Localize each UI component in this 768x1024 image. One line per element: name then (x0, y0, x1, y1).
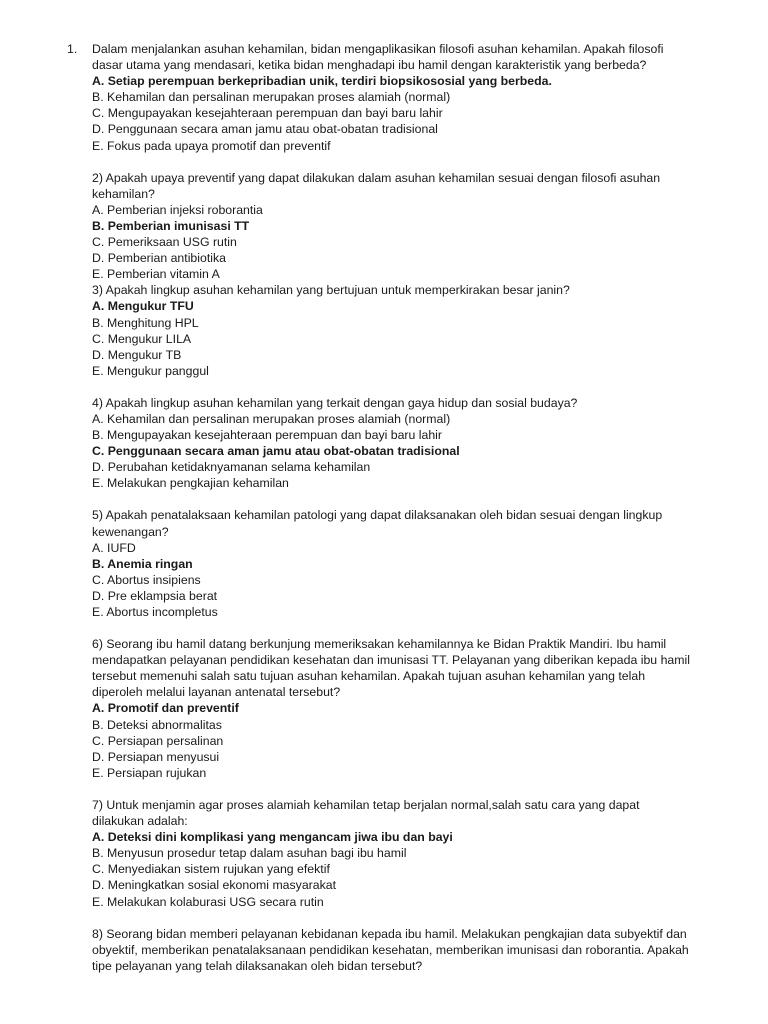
question-1-number: 1. (67, 42, 78, 56)
question-4-option-b: B. Mengupayakan kesejahteraan perempuan dan bayi baru lahir (92, 428, 443, 443)
question-4-option-a: A. Kehamilan dan persalinan merupakan proses alamiah (normal) (92, 411, 451, 426)
question-1-option-a-correct: A. Setiap perempuan berkepribadian unik, terdiri biopsikososial yang berbeda. (92, 74, 552, 89)
question-7-stem-line-1: 7) Untuk menjamin agar proses alamiah kehamilan tetap berjalan normal,salah satu cara yang dapat (92, 797, 640, 812)
question-7-option-a-correct: A. Deteksi dini komplikasi yang mengancam jiwa ibu dan bayi (92, 830, 453, 845)
question-3-option-c: C. Mengukur LILA (92, 331, 192, 346)
question-6-stem-line-1: 6) Seorang ibu hamil datang berkunjung memeriksakan kehamilannya ke Bidan Praktik Mandiri. Ibu hamil (92, 637, 667, 652)
question-3-option-d: D. Mengukur TB (92, 347, 182, 362)
question-6-option-d: D. Persiapan menyusui (92, 749, 220, 764)
question-2 (0, 170, 768, 283)
question-4 (0, 395, 768, 492)
question-5-option-c: C. Abortus insipiens (92, 572, 201, 587)
question-5-option-e: E. Abortus incompletus (92, 605, 218, 619)
question-5-stem-line-2: kewenangan? (92, 524, 169, 539)
question-5 (0, 507, 768, 620)
question-5-stem-line-1: 5) Apakah penatalaksaan kehamilan patologi yang dapat dilaksanakan oleh bidan sesuai dengan lingkup (92, 508, 663, 523)
question-6-stem-line-3: tersebut memenuhi salah satu tujuan asuhan kehamilan. Apakah tujuan asuhan kehamilan yang telah (92, 669, 646, 684)
question-5-option-d: D. Pre eklampsia berat (92, 588, 218, 603)
question-6-option-a-correct: A. Promotif dan preventif (92, 701, 239, 716)
question-3-stem-line-1: 3) Apakah lingkup asuhan kehamilan yang bertujuan untuk memperkirakan besar janin? (92, 283, 570, 298)
question-7-option-d: D. Meningkatkan sosial ekonomi masyarakat (92, 878, 336, 893)
question-4-option-c-correct: C. Penggunaan secara aman jamu atau obat-obatan tradisional (92, 444, 460, 459)
question-1-option-c: C. Mengupayakan kesejahteraan perempuan dan bayi baru lahir (92, 106, 443, 121)
question-6-option-c: C. Persiapan persalinan (92, 733, 224, 748)
question-1-option-b: B. Kehamilan dan persalinan merupakan proses alamiah (normal) (92, 90, 451, 105)
question-2-stem-line-1: 2) Apakah upaya preventif yang dapat dilakukan dalam asuhan kehamilan sesuai dengan filosofi asuhan (92, 170, 661, 185)
question-6-option-b: B. Deteksi abnormalitas (92, 717, 222, 732)
question-7-option-b: B. Menyusun prosedur tetap dalam asuhan bagi ibu hamil (92, 846, 407, 861)
question-1-stem-line-2: dasar utama yang mendasari, ketika bidan menghadapi ibu hamil dengan karakteristik yang berbeda? (92, 58, 647, 73)
question-6-stem-line-2: mendapatkan pelayanan pendidikan kesehatan dan imunisasi TT. Pelayanan yang diberikan kepada ibu hamil (92, 653, 690, 668)
question-3 (0, 282, 768, 379)
question-4-option-e: E. Melakukan pengkajian kehamilan (92, 476, 289, 491)
question-1 (0, 41, 768, 154)
question-5-option-b-correct: B. Anemia ringan (92, 556, 193, 571)
question-2-option-b-correct: B. Pemberian imunisasi TT (92, 218, 250, 233)
question-1-stem-text: Dalam menjalankan asuhan kehamilan, bidan mengaplikasikan filosofi asuhan kehamilan. Apakah filosofi (92, 42, 664, 56)
question-8-stem-line-3: tipe pelayanan yang telah dilaksanakan oleh bidan tersebut? (92, 958, 423, 973)
question-3-option-b: B. Menghitung HPL (92, 315, 199, 330)
question-2-option-d: D. Pemberian antibiotika (92, 251, 226, 266)
question-2-option-a: A. Pemberian injeksi roborantia (92, 202, 263, 217)
question-7-option-e: E. Melakukan kolaburasi USG secara rutin (92, 894, 324, 909)
question-1-stem-line-1 (0, 41, 768, 57)
question-4-stem-line-1: 4) Apakah lingkup asuhan kehamilan yang terkait dengan gaya hidup dan sosial budaya? (92, 395, 578, 410)
question-2-stem-line-2: kehamilan? (92, 186, 155, 201)
question-4-option-d: D. Perubahan ketidaknyamanan selama kehamilan (92, 460, 371, 475)
question-7 (0, 797, 768, 910)
question-1-option-d: D. Penggunaan secara aman jamu atau obat-obatan tradisional (92, 122, 438, 137)
question-3-option-e: E. Mengukur panggul (92, 363, 209, 378)
question-2-option-c: C. Pemeriksaan USG rutin (92, 235, 237, 250)
document-page (0, 41, 768, 974)
question-6-stem-line-4: diperoleh melalui layanan antenatal tersebut? (92, 685, 341, 700)
question-1-option-e: E. Fokus pada upaya promotif dan preventif (92, 138, 331, 153)
question-2-option-e: E. Pemberian vitamin A (92, 267, 220, 282)
question-7-option-c: C. Menyediakan sistem rujukan yang efektif (92, 862, 330, 877)
question-8-stem-line-2: obyektif, memberikan penatalaksanaan pendidikan kesehatan, memberikan imunisasi dan roborantia. Apakah (92, 942, 689, 957)
question-6-option-e: E. Persiapan rujukan (92, 765, 207, 780)
question-8-stem-line-1: 8) Seorang bidan memberi pelayanan kebidanan kepada ibu hamil. Melakukan pengkajian data subyektif dan (92, 926, 687, 941)
question-5-option-a: A. IUFD (92, 540, 136, 555)
question-6 (0, 636, 768, 781)
question-3-option-a-correct: A. Mengukur TFU (92, 299, 194, 314)
question-8 (0, 926, 768, 974)
question-7-stem-line-2: dilakukan adalah: (92, 814, 188, 829)
